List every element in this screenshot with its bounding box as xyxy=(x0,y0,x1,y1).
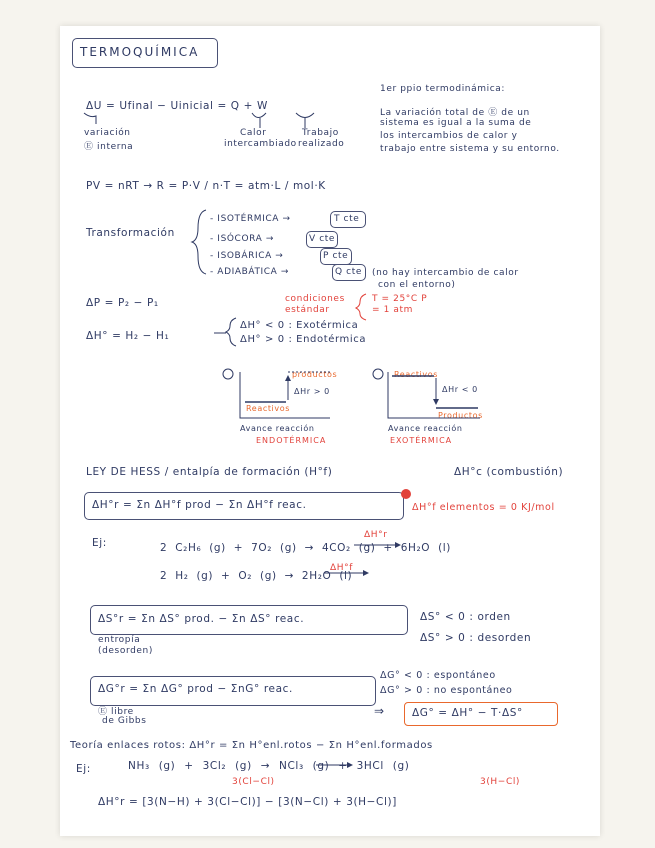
w-label: Trabajo xyxy=(302,128,339,138)
transformation-brace xyxy=(192,210,206,274)
hess-heading: LEY DE HESS / entalpía de formación (H°f) xyxy=(86,466,333,478)
example-1: 2 C₂H₆ (g) + 7O₂ (g) → 4CO₂ (g) + 6H₂O (l) xyxy=(160,542,452,554)
enthalpy-brace xyxy=(226,318,236,346)
transformation-label: Transformación xyxy=(86,227,175,239)
isobarica: - ISOBÁRICA → xyxy=(210,251,284,261)
du-label-2: Ⓔ interna xyxy=(84,142,134,152)
du-brace xyxy=(84,113,96,124)
diagram-2-axes xyxy=(388,372,480,418)
diagram-1-axes xyxy=(240,372,330,418)
q-label-2: intercambiado xyxy=(224,139,297,149)
elements-note: ΔH°f elementos = 0 KJ/mol xyxy=(412,502,555,513)
w-label-2: realizado xyxy=(298,139,345,149)
standard-conditions: condiciones estándar xyxy=(285,294,345,315)
dp-equation: ΔP = P₂ − P₁ xyxy=(86,297,159,309)
gas-law: PV = nRT → R = P·V / n·T = atm·L / mol·K xyxy=(86,180,326,192)
diagram-1-axis: Avance reacción xyxy=(240,424,315,433)
page-title: TERMOQUÍMICA xyxy=(80,45,200,59)
first-law-line-1: La variación total de Ⓔ de un xyxy=(380,108,530,118)
dh-equation: ΔH° = H₂ − H₁ xyxy=(86,330,170,342)
diagram-2-type: EXOTÉRMICA xyxy=(390,436,453,445)
hess-formula: ΔH°r = Σn ΔH°f prod − Σn ΔH°f reac. xyxy=(92,499,307,511)
example-2: 2 H₂ (g) + O₂ (g) → 2H₂O (l) xyxy=(160,570,353,582)
gibbs-relation: ΔG° = ΔH° − T·ΔS° xyxy=(412,707,523,719)
bonds-result: ΔH°r = [3(N−H) + 3(Cl−Cl)] − [3(N−Cl) + 3(H−Cl)] xyxy=(98,796,397,808)
q-brace xyxy=(252,113,266,118)
adiabatic-note-2: con el entorno) xyxy=(378,280,456,290)
diagram-1-type: ENDOTÉRMICA xyxy=(256,436,327,445)
energy-marker-1 xyxy=(223,369,233,379)
diagram-1-bottom: Reactivos xyxy=(246,404,290,413)
diagram-2-top: Reactivos xyxy=(394,370,438,379)
q-cte: Q cte xyxy=(335,267,362,277)
t-cte: T cte xyxy=(334,214,360,224)
ex2-arrow-label: ΔH°f xyxy=(330,563,353,573)
entropy-label-2: (desorden) xyxy=(98,646,153,656)
energy-marker-2 xyxy=(373,369,383,379)
entropy-label: entropía xyxy=(98,635,141,645)
red-note-marker xyxy=(401,489,411,499)
combustion-label: ΔH°c (combustión) xyxy=(454,466,564,478)
first-law-equation: ΔU = Ufinal − Uinicial = Q + W xyxy=(86,100,268,112)
isocora: - ISÓCORA → xyxy=(210,234,274,244)
gibbs-negative: ΔG° < 0 : espontáneo xyxy=(380,670,496,681)
gibbs-label-2: de Gibbs xyxy=(102,716,147,726)
bonds-example-label: Ej: xyxy=(76,763,91,775)
exothermic-rule: ΔH° < 0 : Exotérmica xyxy=(240,320,359,331)
gibbs-formula: ΔG°r = Σn ΔG° prod − ΣnG° reac. xyxy=(98,683,293,695)
standard-brace xyxy=(356,294,366,320)
bonds-red-1: 3(Cl−Cl) xyxy=(232,777,275,787)
entropy-positive: ΔS° > 0 : desorden xyxy=(420,632,532,644)
adiabatic-note: (no hay intercambio de calor xyxy=(372,268,519,278)
entropy-negative: ΔS° < 0 : orden xyxy=(420,611,511,623)
du-label: variación xyxy=(84,128,131,138)
first-law-line-3: los intercambios de calor y xyxy=(380,131,518,141)
isotermica: - ISOTÉRMICA → xyxy=(210,214,291,224)
p-cte: P cte xyxy=(323,251,349,261)
diagram-2-axis: Avance reacción xyxy=(388,424,463,433)
first-law-line-2: sistema es igual a la suma de xyxy=(380,118,532,128)
bonds-heading: Teoría enlaces rotos: ΔH°r = Σn H°enl.rotos − Σn H°enl.formados xyxy=(70,740,433,751)
gibbs-positive: ΔG° > 0 : no espontáneo xyxy=(380,685,513,696)
diagram-1-top: productos xyxy=(292,370,338,379)
entropy-formula: ΔS°r = Σn ΔS° prod. − Σn ΔS° reac. xyxy=(98,613,305,625)
diagram-2-bottom: Productos xyxy=(438,411,483,420)
diagram-2-mid: ΔHr < 0 xyxy=(442,385,478,394)
endothermic-rule: ΔH° > 0 : Endotérmica xyxy=(240,334,367,345)
bonds-equation: NH₃ (g) + 3Cl₂ (g) → NCl₃ (g) + 3HCl (g) xyxy=(128,760,410,772)
example-label: Ej: xyxy=(92,537,107,549)
ex1-arrow-label: ΔH°r xyxy=(364,530,388,540)
first-law-heading: 1er ppio termodinámica: xyxy=(380,84,505,94)
q-label: Calor xyxy=(240,128,267,138)
gibbs-label: Ⓔ libre xyxy=(98,707,134,717)
w-brace xyxy=(296,113,314,118)
v-cte: V cte xyxy=(309,234,336,244)
bonds-red-2: 3(H−Cl) xyxy=(480,777,521,787)
adiabatica: - ADIABÁTICA → xyxy=(210,267,290,277)
diagram-1-mid: ΔHr > 0 xyxy=(294,387,330,396)
first-law-line-4: trabajo entre sistema y su entorno. xyxy=(380,144,560,154)
gibbs-arrow-icon: ⇒ xyxy=(374,704,385,718)
standard-values: T = 25°C P = 1 atm xyxy=(372,294,428,315)
